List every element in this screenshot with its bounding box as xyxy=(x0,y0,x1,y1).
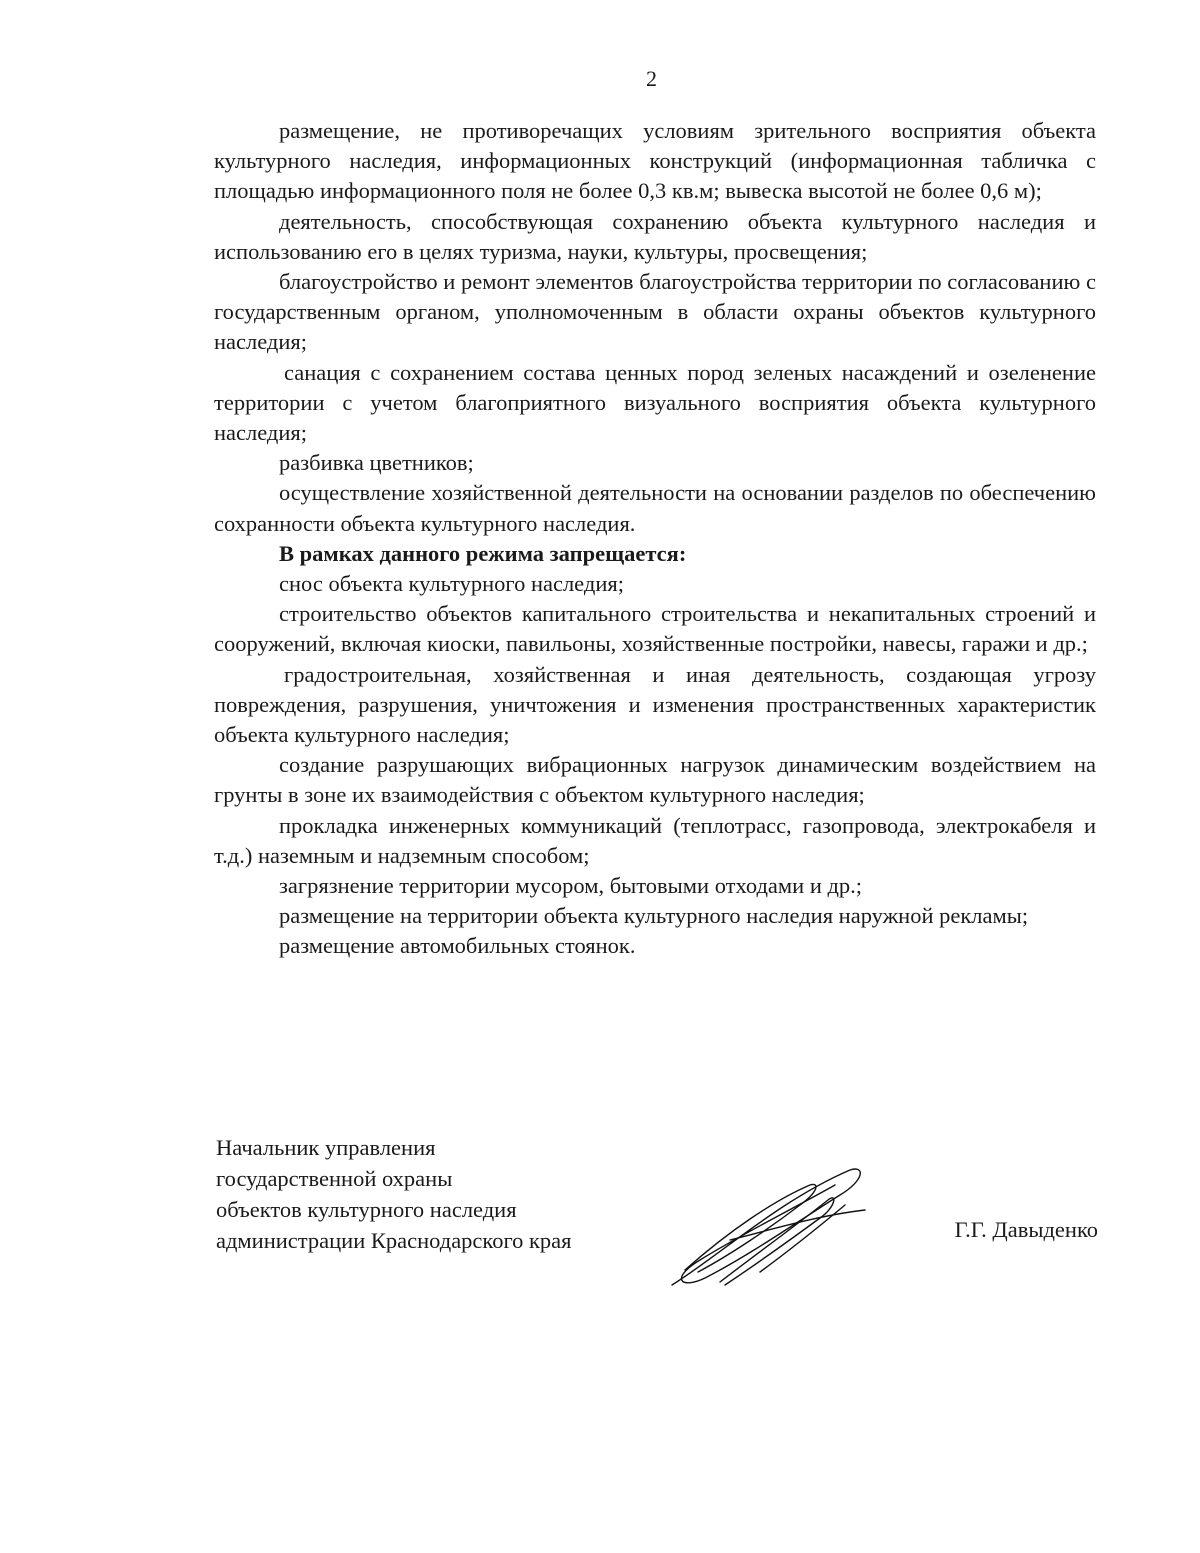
paragraph: строительство объектов капитального строительства и некапитальных строений и сооружений, включая киоски, павильоны, хозяйственные постройки, навесы, гаражи и др.; xyxy=(214,601,1096,657)
paragraph: градостроительная, хозяйственная и иная деятельность, создающая угрозу повреждения, разрушения, уничтожения и изменения пространственных характеристик объекта культурного наследия; xyxy=(214,661,1096,748)
paragraph: размещение, не противоречащих условиям зрительного восприятия объекта культурного наследия, информационных конструкций (информационная табличка с площадью информационного поля не более 0,3 кв.м; вывеска высотой не более 0,6 м); xyxy=(214,118,1096,204)
handwritten-signature xyxy=(660,1160,870,1295)
signer-position-line: государственной охраны xyxy=(216,1166,453,1191)
paragraph: создание разрушающих вибрационных нагрузок динамическим воздействием на грунты в зоне их взаимодействия с объектом культурного наследия; xyxy=(214,752,1096,808)
document-body xyxy=(214,116,1096,962)
paragraph: деятельность, способствующая сохранению объекта культурного наследия и использованию его в целях туризма, науки, культуры, просвещения; xyxy=(214,208,1096,264)
paragraph: размещение на территории объекта культурного наследия наружной рекламы; xyxy=(279,903,1029,929)
page-number: 2 xyxy=(646,66,657,91)
paragraph: осуществление хозяйственной деятельности на основании разделов по обеспечению сохранности объекта культурного наследия. xyxy=(214,480,1096,536)
signer-position-line: объектов культурного наследия xyxy=(216,1197,517,1222)
section-heading: В рамках данного режима запрещается: xyxy=(279,540,687,566)
signer-position xyxy=(216,1132,572,1256)
paragraph: благоустройство и ремонт элементов благоустройства территории по согласованию с государственным органом, уполномоченным в области охраны объектов культурного наследия; xyxy=(214,269,1096,355)
paragraph: разбивка цветников; xyxy=(279,450,474,476)
paragraph: санация с сохранением состава ценных пород зеленых насаждений и озеленение территории с учетом благоприятного визуального восприятия объекта культурного наследия; xyxy=(214,359,1096,446)
paragraph: размещение автомобильных стоянок. xyxy=(279,933,636,959)
signer-position-line: администрации Краснодарского края xyxy=(216,1228,572,1253)
signer-position-line: Начальник управления xyxy=(216,1135,436,1160)
paragraph: прокладка инженерных коммуникаций (теплотрасс, газопровода, электрокабеля и т.д.) наземным и надземным способом; xyxy=(214,812,1096,868)
signer-name: Г.Г. Давыденко xyxy=(954,1217,1098,1242)
paragraph: загрязнение территории мусором, бытовыми отходами и др.; xyxy=(279,873,863,899)
paragraph: снос объекта культурного наследия; xyxy=(279,571,624,597)
